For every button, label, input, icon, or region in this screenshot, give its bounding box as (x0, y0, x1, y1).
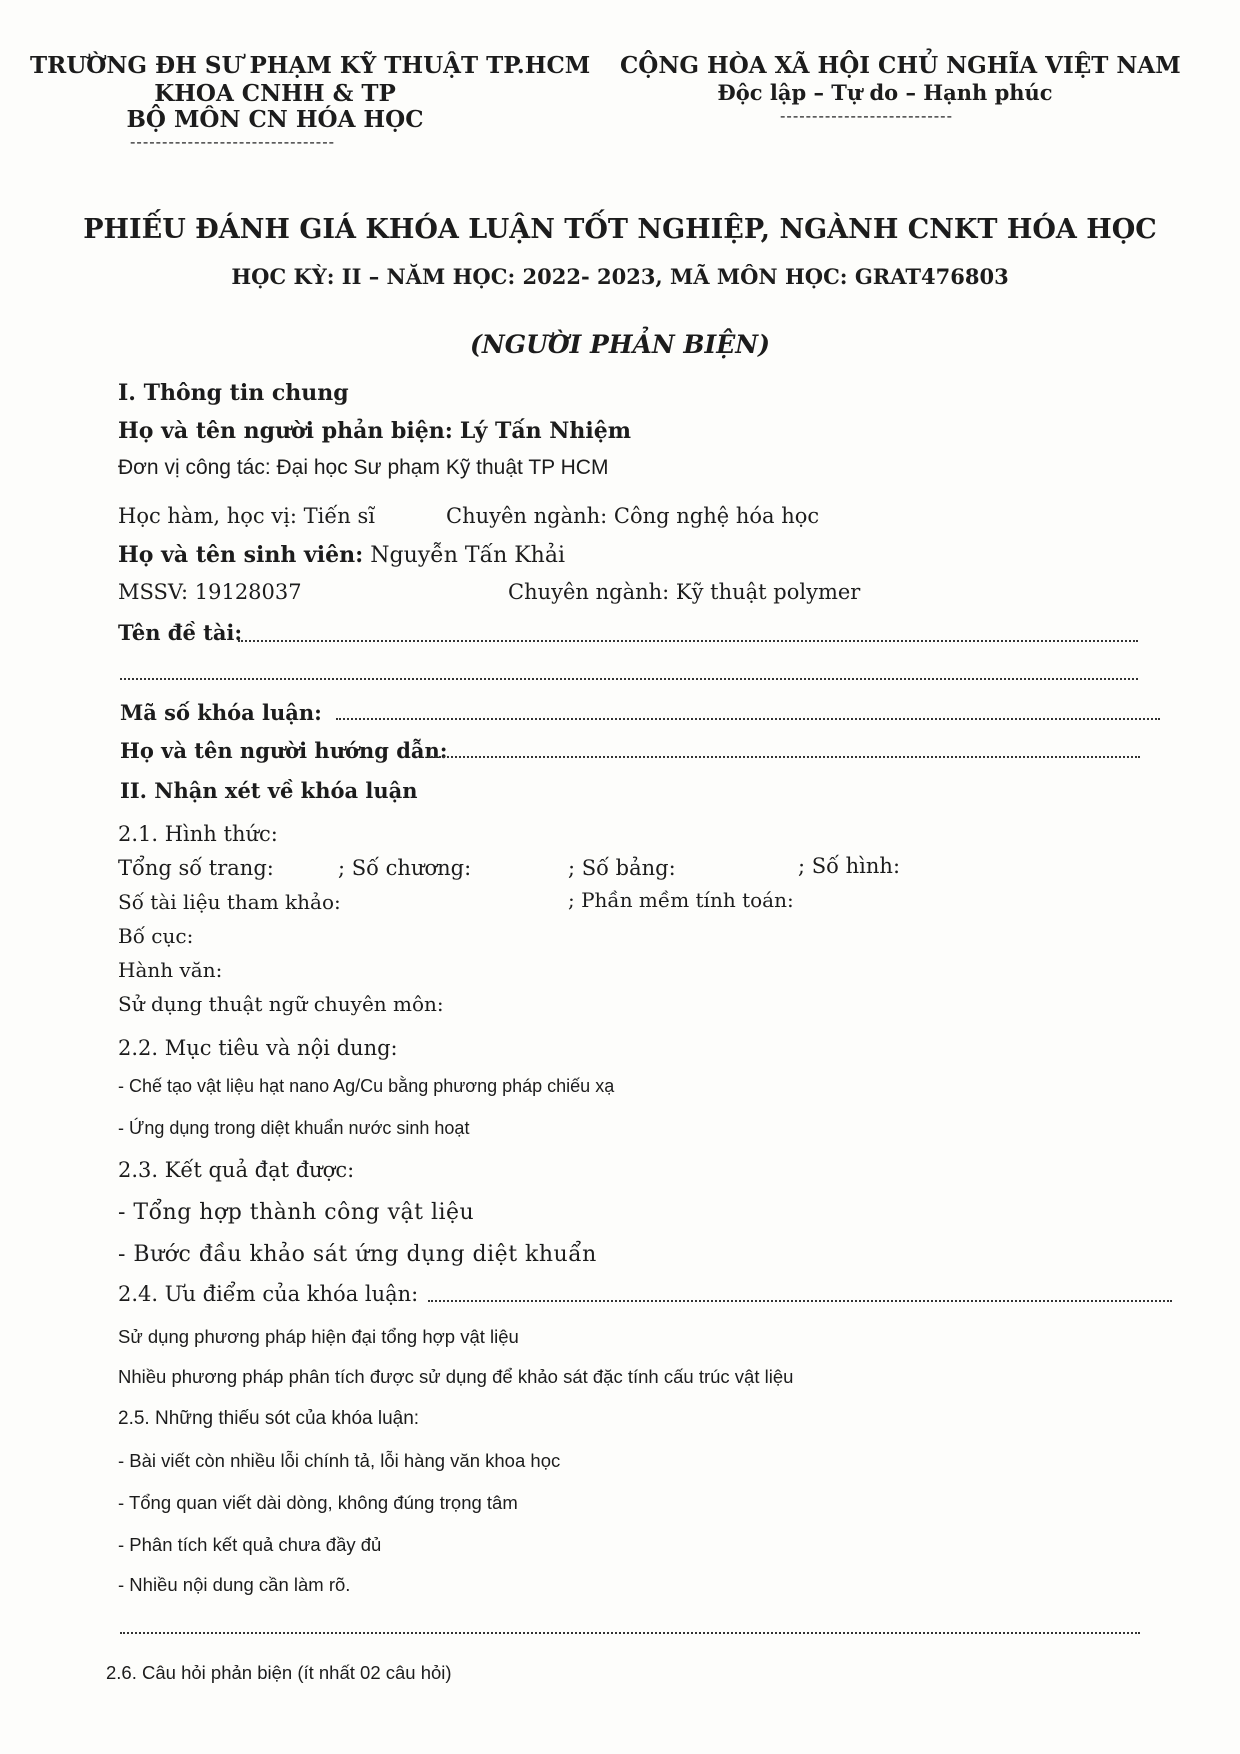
topic-label: Tên đề tài: (118, 620, 243, 645)
student-name-row (118, 542, 565, 568)
degree-label: Học hàm, học vị: (118, 504, 297, 528)
questions-heading: 2.6. Câu hỏi phản biện (ít nhất 02 câu hỏi) (106, 1662, 452, 1683)
form-references-label: Số tài liệu tham khảo: (118, 890, 341, 914)
topic-dotted-line-2 (120, 678, 1138, 680)
objectives-heading: 2.2. Mục tiêu và nội dung: (118, 1036, 398, 1060)
form-figures-label: ; Số hình: (798, 854, 901, 878)
header-faculty-name: KHOA CNHH & TP (154, 80, 396, 107)
form-layout-label: Bố cục: (118, 924, 194, 948)
form-software-label: ; Phần mềm tính toán: (568, 888, 794, 912)
section2-heading: II. Nhận xét về khóa luận (120, 778, 418, 803)
weakness-item: - Bài viết còn nhiều lỗi chính tả, lỗi hàng văn khoa học (118, 1450, 561, 1471)
weakness-item: - Tổng quan viết dài dòng, không đúng trọng tâm (118, 1492, 518, 1513)
strength-item: Sử dụng phương pháp hiện đại tổng hợp vật liệu (118, 1326, 519, 1347)
strengths-heading: 2.4. Ưu điểm của khóa luận: (118, 1282, 419, 1306)
student-name-label: Họ và tên sinh viên: (118, 542, 364, 568)
objective-item: - Ứng dụng trong diệt khuẩn nước sinh hoạt (118, 1118, 470, 1138)
header-country-name: CỘNG HÒA XÃ HỘI CHỦ NGHĨA VIỆT NAM (620, 52, 1181, 79)
page-title: PHIẾU ĐÁNH GIÁ KHÓA LUẬN TỐT NGHIỆP, NGÀNH CNKT HÓA HỌC (83, 214, 1157, 245)
advisor-dotted-line (428, 756, 1140, 758)
results-heading: 2.3. Kết quả đạt được: (118, 1158, 355, 1182)
objective-item: - Chế tạo vật liệu hạt nano Ag/Cu bằng phương pháp chiếu xạ (118, 1076, 615, 1096)
thesis-code-label: Mã số khóa luận: (120, 700, 322, 725)
weaknesses-heading: 2.5. Những thiếu sót của khóa luận: (118, 1408, 420, 1429)
section1-heading: I. Thông tin chung (118, 380, 349, 406)
page-subtitle: HỌC KỲ: II – NĂM HỌC: 2022- 2023, MÃ MÔN HỌC: GRAT476803 (231, 264, 1009, 289)
form-chapters-label: ; Số chương: (338, 856, 472, 880)
weakness-item: - Phân tích kết quả chưa đầy đủ (118, 1534, 382, 1555)
unit-value: Đại học Sư phạm Kỹ thuật TP HCM (276, 456, 609, 479)
topic-dotted-line-1 (238, 640, 1138, 642)
reviewer-name-label: Họ và tên người phản biện: (118, 418, 453, 444)
header-motto: Độc lập – Tự do – Hạnh phúc (717, 80, 1053, 105)
mssv-row (118, 580, 302, 604)
strength-item: Nhiều phương pháp phân tích được sử dụng để khảo sát đặc tính cấu trúc vật liệu (118, 1366, 794, 1387)
student-major-value: Kỹ thuật polymer (675, 580, 861, 604)
unit-label: Đơn vị công tác: (118, 456, 271, 479)
thesis-code-dotted-line (336, 718, 1160, 720)
form-writing-label: Hành văn: (118, 958, 223, 982)
reviewer-major-value: Công nghệ hóa học (613, 504, 820, 528)
unit-row (118, 456, 608, 480)
result-item: - Bước đầu khảo sát ứng dụng diệt khuẩn (118, 1242, 597, 1267)
reviewer-major-label: Chuyên ngành: (446, 504, 608, 528)
degree-row (118, 504, 375, 528)
result-item: - Tổng hợp thành công vật liệu (118, 1200, 475, 1225)
form-terminology-label: Sử dụng thuật ngữ chuyên môn: (118, 992, 444, 1016)
reviewer-name-row (118, 418, 631, 444)
header-left-rule: -------------------------------- (130, 132, 335, 151)
weakness-item: - Nhiều nội dung cần làm rõ. (118, 1574, 351, 1595)
weaknesses-dotted-line (120, 1632, 1140, 1634)
reviewer-role-heading: (NGƯỜI PHẢN BIỆN) (470, 330, 770, 359)
mssv-label: MSSV: (118, 580, 189, 604)
degree-value: Tiến sĩ (303, 504, 375, 528)
header-school-name: TRƯỜNG ĐH SƯ PHẠM KỸ THUẬT TP.HCM (30, 52, 591, 79)
form-tables-label: ; Số bảng: (568, 856, 676, 880)
strengths-dotted-line (428, 1300, 1172, 1302)
mssv-value: 19128037 (194, 580, 302, 604)
header-right-rule: --------------------------- (780, 106, 953, 125)
form-pages-label: Tổng số trang: (118, 856, 274, 880)
reviewer-name-value: Lý Tấn Nhiệm (459, 418, 631, 444)
reviewer-major-row (446, 504, 819, 528)
advisor-label: Họ và tên người hướng dẫn: (120, 738, 448, 763)
student-major-row (508, 580, 860, 604)
student-name-value: Nguyễn Tấn Khải (370, 543, 565, 568)
student-major-label: Chuyên ngành: (508, 580, 670, 604)
form-heading: 2.1. Hình thức: (118, 822, 278, 846)
header-department-name: BỘ MÔN CN HÓA HỌC (126, 106, 424, 133)
